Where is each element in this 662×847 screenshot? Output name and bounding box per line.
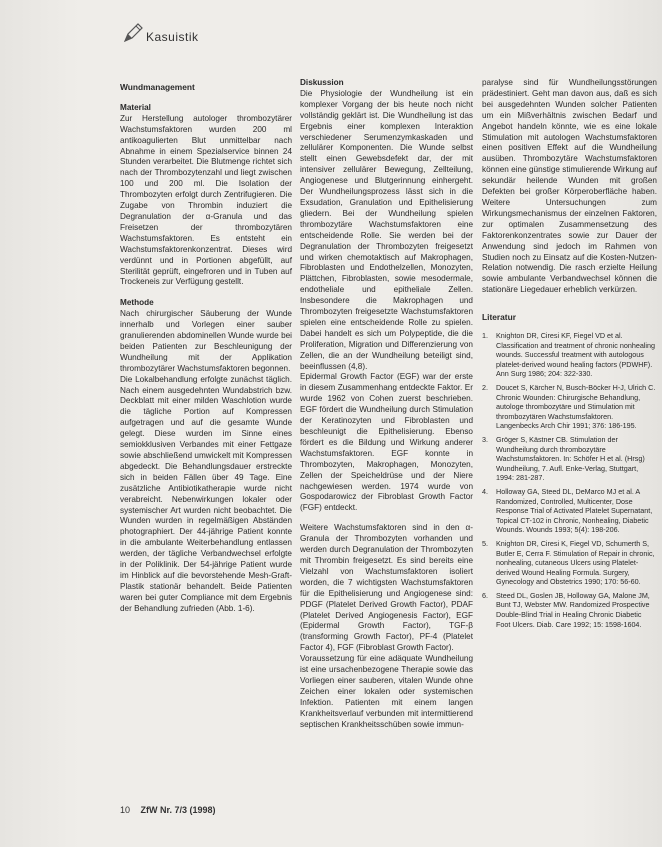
paragraph-conclusion: paralyse sind für Wundheilungsstörungen prädestiniert. Geht man davon aus, daß es sich bei ausgedehnten Wunden solcher Patienten um ein Mißverhältnis zwischen Bedarf und Angebot handeln könnte, wie es eine lokale Stimulation mit autologen Wachstumsfaktoren einen positiven Effekt auf die Wundheilung ausüben. Thrombozytäre Wachstumsfaktoren können eine günstige stimulierende Wirkung auf sekundär heilende Wunden mit großen Defekten bei großer Körperoberfläche haben. Weitere Untersuchungen zum Wirkungsmechanismus der einzelnen Faktoren, zur optimalen Zusammensetzung des Faktorenkonzentrates sowie zur Dauer der Anwendung sind jedoch im Rahmen von Studien noch zu Einsatz auf die Kosten-Nutzen-Relation notwendig. Die rasch erzielte Heilung sowie ambulante Verbandwechsel können die stationäre Liegedauer erheblich verkürzen. <box>482 78 657 295</box>
subheading-material: Material <box>120 102 151 112</box>
paragraph-discussion-3: Weitere Wachstumsfaktoren sind in den α-Granula der Thrombozyten vorhanden und werden durch Degranulation der Thrombozyten mit Thrombin freigesetzt. Es sind bereits eine Vielzahl von Wachstumsfaktoren isoliert worden, die 7 wichtigsten Wachstumsfaktoren für die Epithelisierung und Angiogenese sind: PDGF (Platelet Derived Growth Factor), PDAF (Platelet Derived Angiogenesis Factor), EGF (Epidermal Growth Factor), TGF-β (transforming Growth Factor), PF-4 (Platelet Factor 4), FGF (Fibroblast Growth Factor). <box>300 523 473 653</box>
paragraph-methode-1: Nach chirurgischer Säuberung der Wunde innerhalb und Vorlegen einer sauber granulierenden abdominellen Wunde wurde bei beiden Patienten zur Beschleunigung der Wundheilung mit der Applikation thrombozytärer Wachstumsfaktoren begonnen. <box>120 309 292 373</box>
column-left <box>120 82 292 615</box>
reference-item: 1. Knighton DR, Ciresi KF, Fiegel VD et al. Classification and treatment of chronic nonhealing wounds. Successful treatment with autologous platelet-derived wound healing factors (PDWHF). Ann Surg 1986; 204: 322-330. <box>482 331 656 379</box>
paragraph-methode-2: Die Lokalbehandlung erfolgte zunächst täglich. Nach einem ausgedehnten Wundabstrich bzw. Deckblatt mit einer milden Waschlotion wurde die tägliche Portion auf Kompressen aufgetragen und auf die gesamte Wunde gelegt. Diese wurden im Sinne eines semiokklusiven Verbandes mit einer Fettgaze sowie abschließend umwickelt mit Kompressen abgedeckt. Die Behandlungsdauer erstreckte sich in beiden Fällen über 49 Tage. Eine zusätzliche Antibiotikatherapie wurde nicht verabreicht. Nebenwirkungen lokaler oder systemischer Art wurden nicht beobachtet. Die Wunden wurden in regelmäßigen Abständen photographiert. Der 44-jährige Patient konnte in die ambulante Weiterbehandlung entlassen werden, der tägliche Verbandwechsel erfolgte in der Poliklinik. Der 54-jährige Patient wurde im Hinblick auf die bevorstehende Mesh-Graft-Plastik stationär behandelt. Beide Patienten waren bei guter Compliance mit dem Ergebnis der Behandlung zufrieden (Abb. 1-6). <box>120 374 292 613</box>
page-footer <box>120 805 216 815</box>
reference-item: 5. Knighton DR, Ciresi K, Fiegel VD, Schumerth S, Butler E, Cerra F. Stimulation of Repair in chronic, nonhealing, cutaneous Ulcers using Platelet-derived Wound Healing Formula. Surgery, Gynecology and Obstetrics 1990; 170: 56-60. <box>482 538 655 587</box>
paragraph-material: Zur Herstellung autologer thrombozytärer Wachstumsfaktoren wurden 200 ml antikoagulierten Blut unmittelbar nach Abnahme in einem Spezialservice binnen 24 Stunden verarbeitet. Die Blutmenge richtet sich nach der Thrombozytenzahl und liegt zwischen 100 und 200 ml. Die Isolation der Thrombozyten erfolgt durch Zentrifugieren. Die Zugabe von Thrombin induziert die Degranulation der α-Granula und das Freisetzen der thrombozytären Wachstumsfaktoren. Es entsteht ein Wachstumsfaktorenkonzentrat. Dieses wird verdünnt und in Portionen abgefüllt, auf Sterilität geprüft, eingefroren und in Tuben auf Trockeneis zur Verfügung gestellt. <box>120 113 292 287</box>
reference-item: 6. Steed DL, Goslen JB, Holloway GA, Malone JM, Bunt TJ, Webster MW. Randomized Prospective Double-Blind Trial in Healing Chronic Diabetic Foot Ulcers. Diab. Care 1992; 15: 1598-1604. <box>482 590 650 629</box>
paragraph-discussion-1: Die Physiologie der Wundheilung ist ein komplexer Vorgang der bis heute noch nicht vollständig geklärt ist. Die Wundheilung ist das Ergebnis einer komplexen Interaktion verschiedener Serumenzymkaskaden und zellulärer Komponenten. Die Wunde selbst stellt einen Gewebsdefekt dar, der mit intensiver zellulärer Bewegung, Zellteilung, Angiogenese und Blutgerinnung einhergeht. Der Wundheilungsprozess lässt sich in die Exsudation, Granulation und Epithelisierung gliedern. Bei der Wundheilung spielen thrombozytäre Wachstumsfaktoren eine entscheidende Rolle. Sie werden bei der Degranulation der Thrombozyten freigesetzt und wirken chemotaktisch auf Makrophagen, Fibroblasten und Endothelzellen, Monozyten, Plättchen, Fibroblasten, sowie mesodermale, endotheliale und epitheliale Zellen. Insbesondere die Makrophagen und Thrombozyten freigesetzte Wachstumsfaktoren spielen eine entscheidende Rolle zu spielen. Dabei handelt es sich um Polypeptide, die die Proliferation, Migration und Differenzierung von Zellen, die an der Wundheilung beteiligt sind, beeinflussen (4,8). <box>300 88 473 371</box>
section-heading: Wundmanagement <box>120 82 195 92</box>
references-heading: Literatur <box>482 312 516 323</box>
subheading-methode: Methode <box>120 298 154 308</box>
pen-icon <box>122 22 144 44</box>
column-middle <box>300 78 473 730</box>
reference-item: 3. Gröger S, Kästner CB. Stimulation der Wundheilung durch thrombozytäre Wachstumsfaktoren. In: Schöfer H et al. (Hrsg) Wundheilung, 7. Aufl. Enke-Verlag, Stuttgart, 1994: 281-287. <box>482 434 645 483</box>
journal-citation: ZfW Nr. 7/3 (1998) <box>140 805 216 815</box>
column-right <box>482 78 657 633</box>
paragraph-discussion-2: Epidermal Growth Factor (EGF) war der erste in diesem Zusammenhang entdeckte Faktor. Er wurde 1962 von Cohen zuerst beschrieben. EGF fördert die Wundheilung durch Stimulation der Keratinozyten und Fibroblasten und beschleunigt die Epithelisierung. Ebenso fördert es die Bildung und Wirkung anderer Wachstumsfaktoren. EGF konnte in Thrombozyten, Makrophagen, Monozyten, Zellen der Speicheldrüse und der Niere nachgewiesen werden. 1974 wurde von Gospodarowicz der Fibroblast Growth Factor (FGF) entdeckt. <box>300 372 473 513</box>
reference-item: 4. Holloway GA, Steed DL, DeMarco MJ et al. A Randomized, Controlled, Multicenter, Dose Response Trial of Activated Platelet Supernatant, Topical CT-102 in Chronic, Nonhealing, Diabetic Wounds. Wounds 1993; 5(4): 198-206. <box>482 486 653 535</box>
reference-list <box>482 331 657 629</box>
page-number: 10 <box>120 805 131 815</box>
reference-item: 2. Doucet S, Kärcher N, Busch-Böcker H-J, Ulrich C. Chronic Wounden: Chirurgische Behandlung, autologe thrombozytäre und Stimulation mit thrombozytären Wachstumsfaktoren. Langenbecks Arch Chir 1991; 376: 186-195. <box>482 383 656 431</box>
section-label: Kasuistik <box>146 30 199 44</box>
paragraph-discussion-4: Voraussetzung für eine adäquate Wundheilung ist eine ursachenbezogene Therapie sowie das Vorliegen einer sauberen, vitalen Wunde ohne Zeichen einer lokalen oder systemischen Infektion. Patienten mit einem langen Krankheitsverlauf verbunden mit intermittierend septischen Krankheitsschüben sowie immun- <box>300 654 473 729</box>
section-heading: Diskussion <box>300 78 344 87</box>
